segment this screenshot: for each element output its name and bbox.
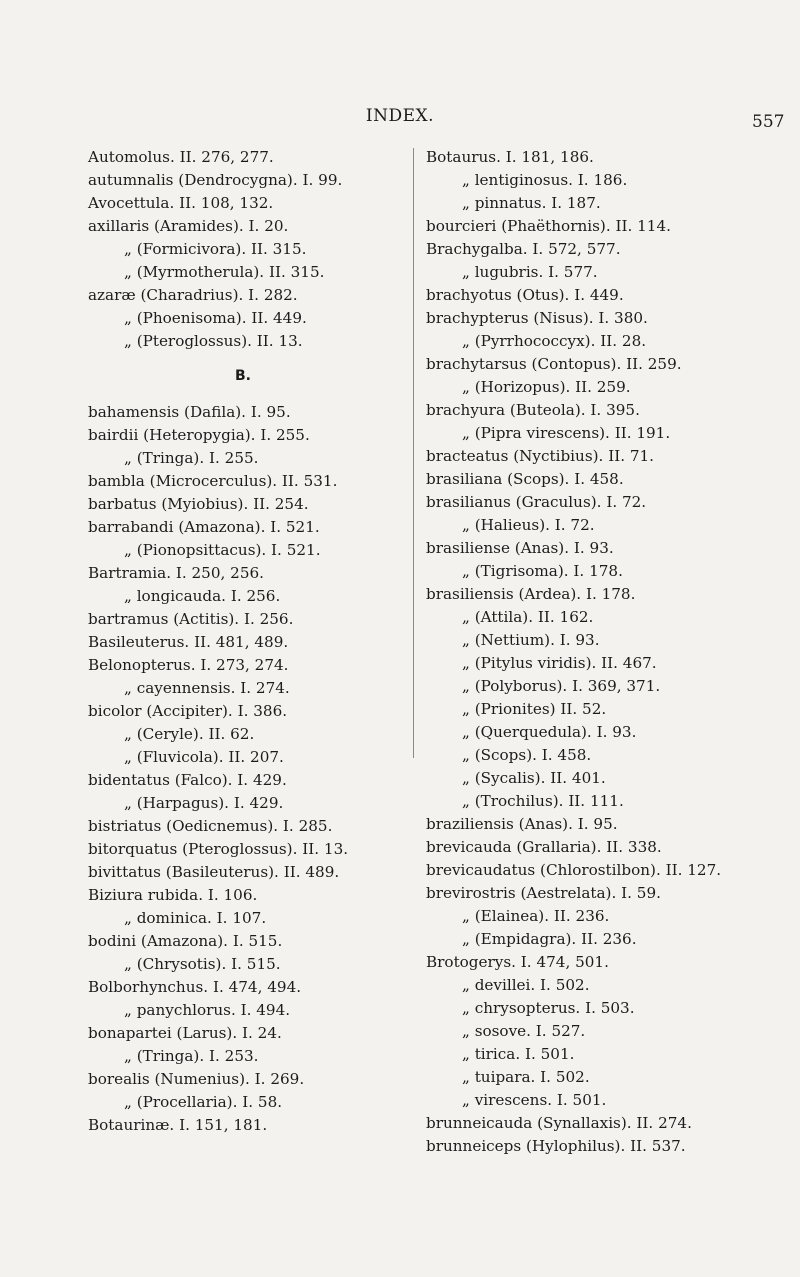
- index-entry: bairdii (Heteropygia). I. 255.: [88, 426, 310, 444]
- index-entry: borealis (Numenius). I. 269.: [88, 1070, 305, 1088]
- index-entry: bistriatus (Oedicnemus). I. 285.: [88, 817, 333, 835]
- index-entry: „ (Halieus). I. 72.: [462, 516, 595, 534]
- index-entry: „ (Pteroglossus). II. 13.: [124, 332, 303, 350]
- index-entry: „ (Scops). I. 458.: [462, 746, 592, 764]
- index-entry: „ (Phoenisoma). II. 449.: [124, 309, 307, 327]
- index-entry: brevirostris (Aestrelata). I. 59.: [426, 884, 661, 902]
- index-entry: „ cayennensis. I. 274.: [124, 679, 290, 697]
- index-entry: „ (Ceryle). II. 62.: [124, 725, 255, 743]
- index-column-left: [88, 146, 448, 1137]
- index-entry: brachypterus (Nisus). I. 380.: [426, 309, 648, 327]
- index-entry: barrabandi (Amazona). I. 521.: [88, 518, 320, 536]
- index-entry: „ chrysopterus. I. 503.: [462, 999, 635, 1017]
- index-entry: bidentatus (Falco). I. 429.: [88, 771, 287, 789]
- index-entry: Brotogerys. I. 474, 501.: [426, 953, 609, 971]
- index-entry: „ (Empidagra). II. 236.: [462, 930, 637, 948]
- index-entry: brasiliana (Scops). I. 458.: [426, 470, 624, 488]
- index-entry: brachyotus (Otus). I. 449.: [426, 286, 624, 304]
- index-entry: Botaurus. I. 181, 186.: [426, 148, 594, 166]
- index-entry: Bartramia. I. 250, 256.: [88, 564, 264, 582]
- index-entry: „ (Pipra virescens). II. 191.: [462, 424, 671, 442]
- index-entry: braziliensis (Anas). I. 95.: [426, 815, 618, 833]
- index-entry: azaræ (Charadrius). I. 282.: [88, 286, 298, 304]
- index-entry: bodini (Amazona). I. 515.: [88, 932, 283, 950]
- index-entry: „ lugubris. I. 577.: [462, 263, 598, 281]
- index-entry: brevicauda (Grallaria). II. 338.: [426, 838, 662, 856]
- index-entry: autumnalis (Dendrocygna). I. 99.: [88, 171, 343, 189]
- index-entry: „ (Sycalis). II. 401.: [462, 769, 606, 787]
- index-entry: Brachygalba. I. 572, 577.: [426, 240, 621, 258]
- index-entry: „ (Nettium). I. 93.: [462, 631, 600, 649]
- index-entry: axillaris (Aramides). I. 20.: [88, 217, 289, 235]
- index-entry: „ (Prionites) II. 52.: [462, 700, 607, 718]
- page-number: 557: [752, 112, 785, 132]
- index-entry: „ (Polyborus). I. 369, 371.: [462, 677, 661, 695]
- index-entry: „ (Procellaria). I. 58.: [124, 1093, 283, 1111]
- index-entry: „ (Pionopsittacus). I. 521.: [124, 541, 321, 559]
- index-entry: „ (Querquedula). I. 93.: [462, 723, 637, 741]
- index-entry: „ (Harpagus). I. 429.: [124, 794, 284, 812]
- index-entry: bahamensis (Dafila). I. 95.: [88, 403, 291, 421]
- index-entry: Avocettula. II. 108, 132.: [88, 194, 274, 212]
- index-entry: brunneicauda (Synallaxis). II. 274.: [426, 1114, 692, 1132]
- index-entry: „ longicauda. I. 256.: [124, 587, 281, 605]
- index-entry: „ panychlorus. I. 494.: [124, 1001, 291, 1019]
- index-entry: „ (Elainea). II. 236.: [462, 907, 610, 925]
- index-entry: bracteatus (Nyctibius). II. 71.: [426, 447, 654, 465]
- index-column-right: [426, 146, 776, 1158]
- index-entry: „ dominica. I. 107.: [124, 909, 267, 927]
- index-entry: brachyura (Buteola). I. 395.: [426, 401, 640, 419]
- index-entry: „ tirica. I. 501.: [462, 1045, 575, 1063]
- index-entry: bartramus (Actitis). I. 256.: [88, 610, 294, 628]
- index-entry: brasilianus (Graculus). I. 72.: [426, 493, 647, 511]
- page-title: INDEX.: [365, 106, 435, 126]
- index-entry: „ lentiginosus. I. 186.: [462, 171, 628, 189]
- index-entry: bambla (Microcerculus). II. 531.: [88, 472, 338, 490]
- index-entry: brachytarsus (Contopus). II. 259.: [426, 355, 682, 373]
- index-entry: „ sosove. I. 527.: [462, 1022, 586, 1040]
- index-entry: „ (Pitylus viridis). II. 467.: [462, 654, 657, 672]
- column-divider: [413, 148, 414, 758]
- index-entry: „ (Chrysotis). I. 515.: [124, 955, 281, 973]
- index-entry: „ (Pyrrhococcyx). II. 28.: [462, 332, 647, 350]
- index-entry: bicolor (Accipiter). I. 386.: [88, 702, 288, 720]
- index-entry: „ (Formicivora). II. 315.: [124, 240, 307, 258]
- index-entry: Basileuterus. II. 481, 489.: [88, 633, 289, 651]
- index-entry: „ (Tringa). I. 255.: [124, 449, 259, 467]
- index-entry: brevicaudatus (Chlorostilbon). II. 127.: [426, 861, 722, 879]
- index-entry: barbatus (Myiobius). II. 254.: [88, 495, 309, 513]
- index-entry: bonapartei (Larus). I. 24.: [88, 1024, 282, 1042]
- index-entry: Automolus. II. 276, 277.: [88, 148, 274, 166]
- index-entry: „ virescens. I. 501.: [462, 1091, 607, 1109]
- index-entry: „ (Trochilus). II. 111.: [462, 792, 624, 810]
- index-entry: brunneiceps (Hylophilus). II. 537.: [426, 1137, 686, 1155]
- index-entry: „ (Attila). II. 162.: [462, 608, 594, 626]
- letter-heading: B.: [235, 368, 251, 384]
- index-entry: Botaurinæ. I. 151, 181.: [88, 1116, 268, 1134]
- index-entry: „ (Tigrisoma). I. 178.: [462, 562, 623, 580]
- index-entry: bitorquatus (Pteroglossus). II. 13.: [88, 840, 349, 858]
- index-entry: „ (Myrmotherula). II. 315.: [124, 263, 325, 281]
- index-entry: Biziura rubida. I. 106.: [88, 886, 258, 904]
- index-entry: Bolborhynchus. I. 474, 494.: [88, 978, 302, 996]
- index-entry: „ (Tringa). I. 253.: [124, 1047, 259, 1065]
- index-entry: bivittatus (Basileuterus). II. 489.: [88, 863, 340, 881]
- index-entry: brasiliensis (Ardea). I. 178.: [426, 585, 636, 603]
- index-entry: brasiliense (Anas). I. 93.: [426, 539, 614, 557]
- index-entry: bourcieri (Phaëthornis). II. 114.: [426, 217, 671, 235]
- index-entry: Belonopterus. I. 273, 274.: [88, 656, 289, 674]
- index-entry: „ (Horizopus). II. 259.: [462, 378, 631, 396]
- index-entry: „ pinnatus. I. 187.: [462, 194, 601, 212]
- index-entry: „ tuipara. I. 502.: [462, 1068, 590, 1086]
- index-entry: „ (Fluvicola). II. 207.: [124, 748, 284, 766]
- index-entry: „ devillei. I. 502.: [462, 976, 590, 994]
